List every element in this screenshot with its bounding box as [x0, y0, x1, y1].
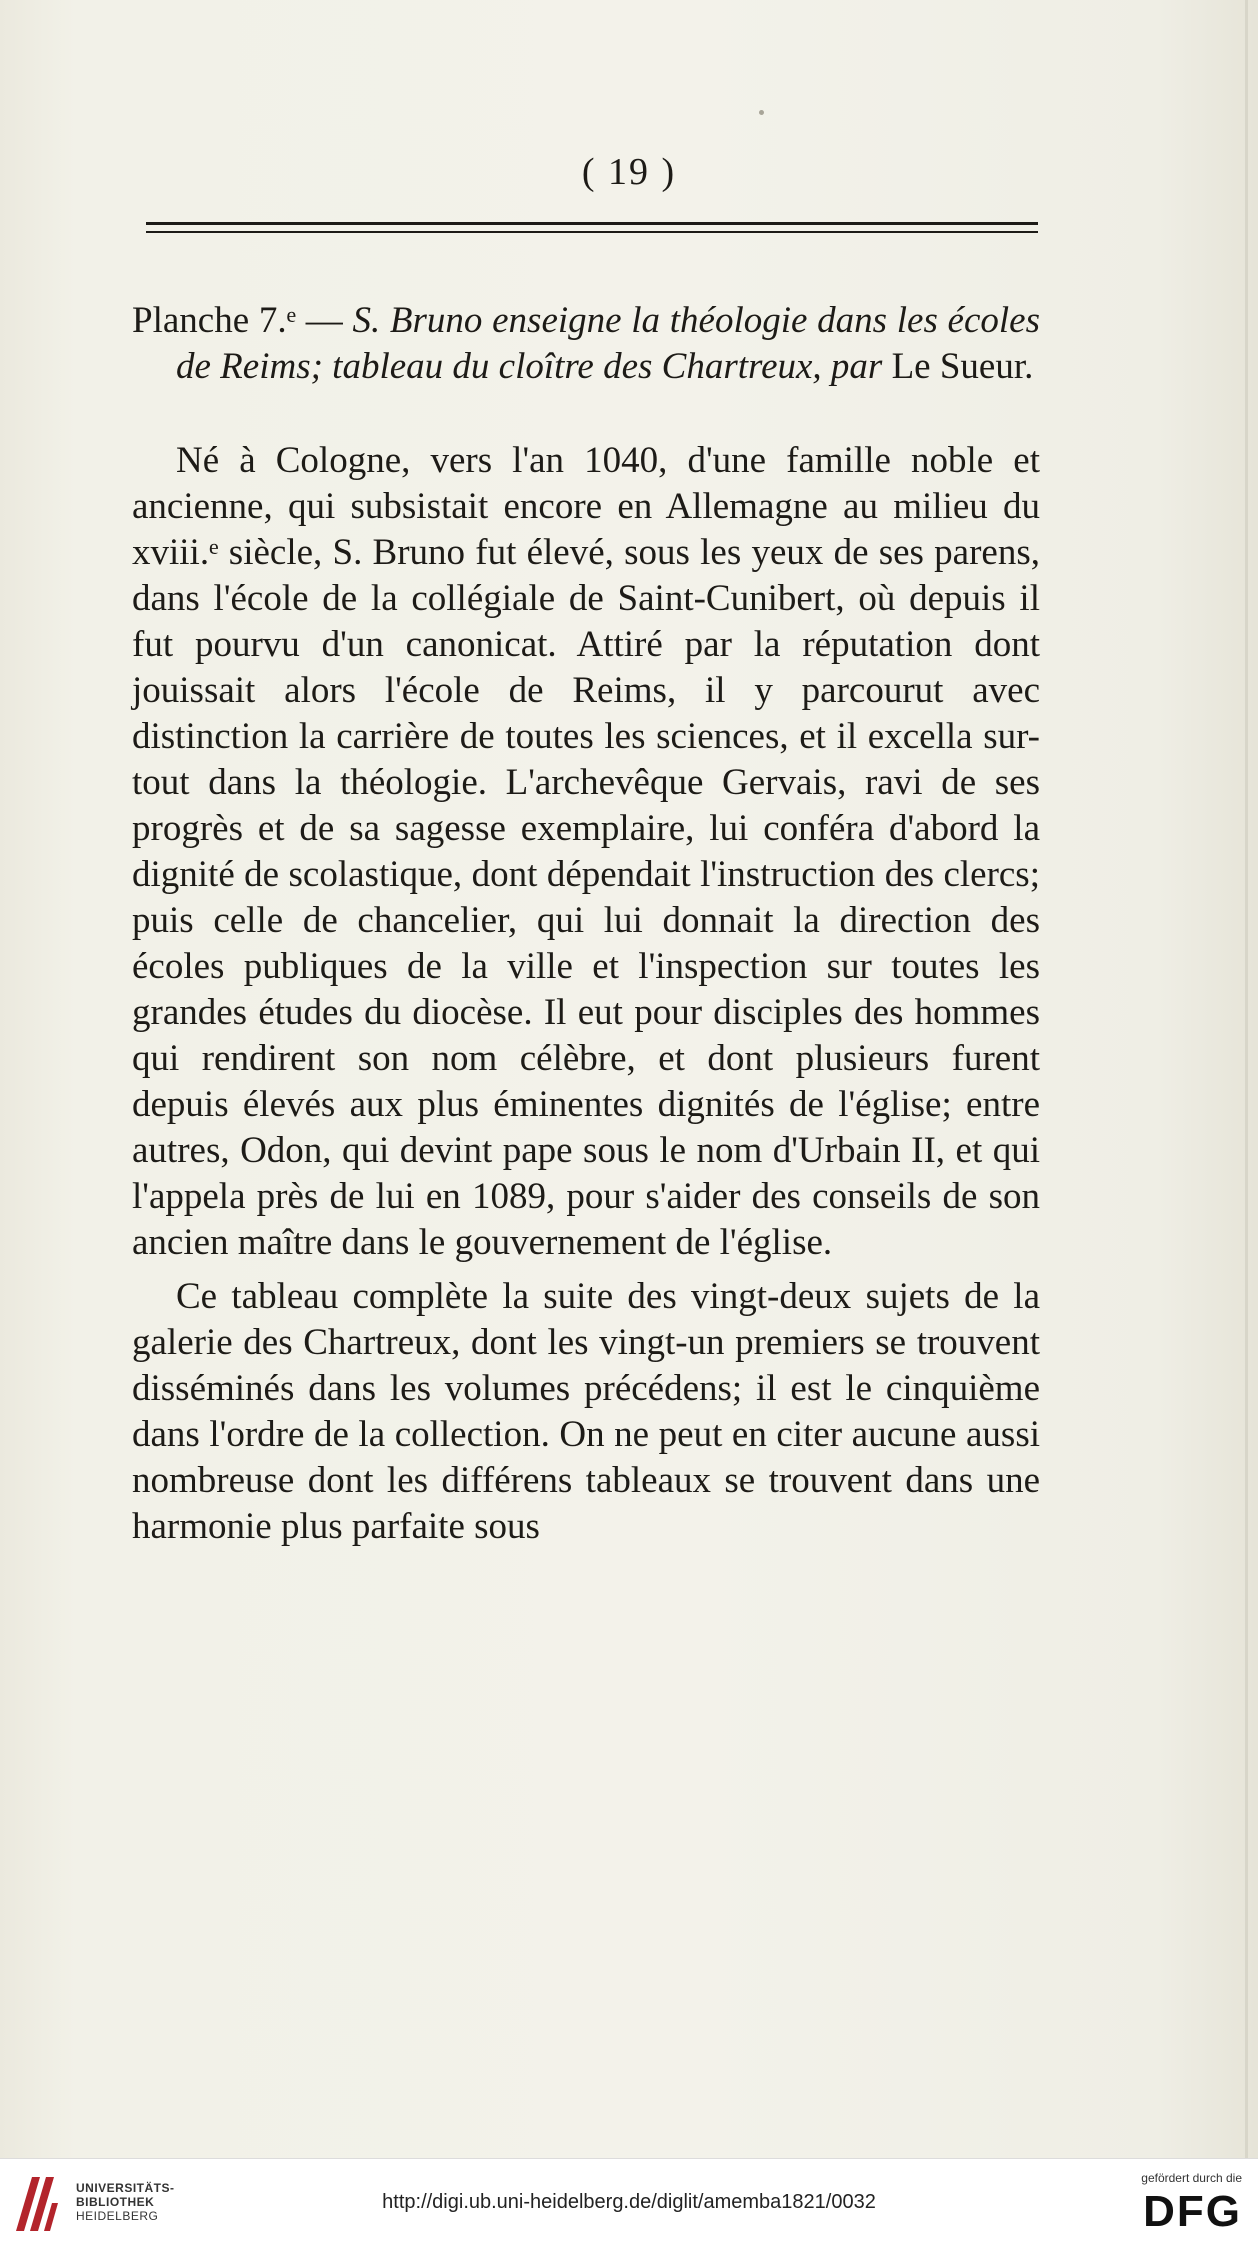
library-line-2: BIBLIOTHEK	[76, 2195, 155, 2209]
ink-smudge	[759, 110, 764, 115]
plate-author: Le Sueur.	[882, 346, 1034, 387]
plate-subject: S. Bruno enseigne la théologie dans les écoles de Reims; tableau du cloître des Chartreux, par	[176, 300, 1040, 387]
library-line-3: HEIDELBERG	[76, 2209, 159, 2223]
dfg-logo[interactable]: DFG	[1143, 2187, 1242, 2236]
permalink[interactable]: http://digi.ub.uni-heidelberg.de/diglit/amemba1821/0032	[382, 2191, 876, 2213]
page-edge	[1245, 0, 1248, 2158]
body-text	[132, 298, 1040, 1558]
paragraph-1: Né à Cologne, vers l'an 1040, d'une famille noble et ancienne, qui subsistait encore en Allemagne au milieu du xviii.ᵉ siècle, S. Bruno fut élevé, sous les yeux de ses parens, dans l'école de la collégiale de Saint-Cunibert, où depuis il fut pourvu d'un canonicat. Attiré par la réputation dont jouissait alors l'école de Reims, il y parcourut avec distinction la carrière de toutes les sciences, et il excella sur-tout dans la théologie. L'archevêque Gervais, ravi de ses progrès et de sa sagesse exemplaire, lui conféra d'abord la dignité de scolastique, dont dépendait l'instruction des clercs; puis celle de chancelier, qui lui donnait la direction des écoles publiques de la ville et l'inspection sur toutes les grandes études du diocèse. Il eut pour disciples des hommes qui rendirent son nom célèbre, et dont plusieurs furent depuis élevés aux plus éminentes dignités de l'église; entre autres, Odon, qui devint pape sous le nom d'Urbain II, et qui l'appela près de lui en 1089, pour s'aider des conseils de son ancien maître dans le gouvernement de l'église.	[132, 440, 1040, 1263]
library-line-1: UNIVERSITÄTS-	[76, 2181, 175, 2195]
plate-label: Planche 7.ᵉ —	[132, 300, 353, 341]
header-rule-thick	[146, 222, 1038, 225]
footer-bar	[0, 2158, 1258, 2250]
plate-title	[132, 298, 1040, 390]
header-rule-thin	[146, 231, 1038, 233]
page-number: ( 19 )	[581, 151, 677, 193]
paragraph-2: Ce tableau complète la suite des vingt-deux sujets de la galerie des Chartreux, dont les vingt-un premiers se trouvent disséminés dans les volumes précédens; il est le cinquième dans l'ordre de la collection. On ne peut en citer aucune aussi nombreuse dont les différens tableaux se trouvent dans une harmonie plus parfaite sous	[132, 1276, 1040, 1547]
funded-by-label: gefördert durch die	[1141, 2171, 1242, 2185]
